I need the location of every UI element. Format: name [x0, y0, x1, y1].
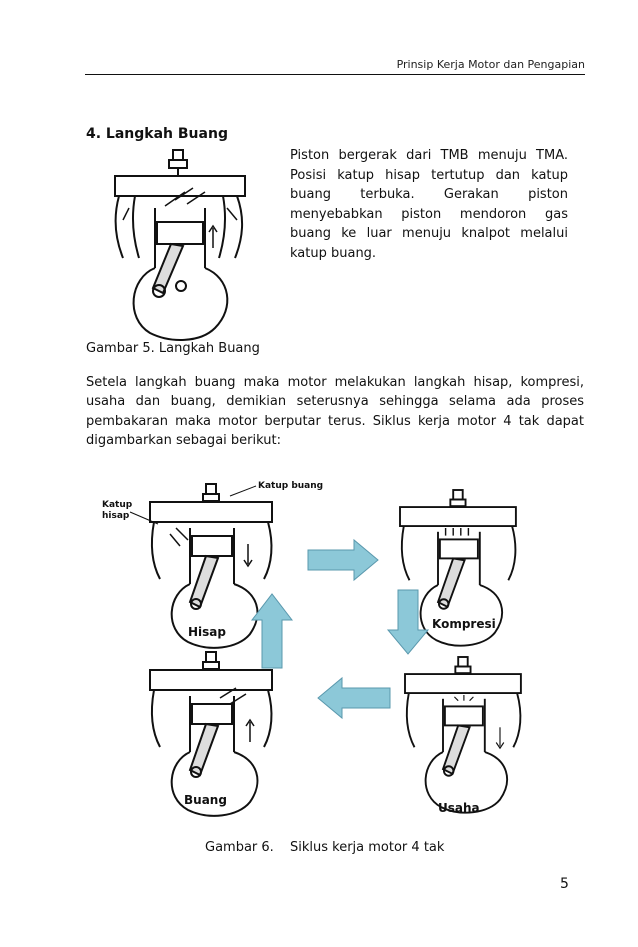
stage-label-kompresi: Kompresi	[432, 617, 496, 631]
figure-6-cycle-diagram	[100, 472, 550, 822]
label-katup-buang: Katup buang	[258, 481, 324, 491]
section-title: 4. Langkah Buang	[86, 126, 228, 142]
arrow-left	[318, 678, 390, 718]
page-number: 5	[560, 876, 569, 892]
engine-usaha	[405, 657, 521, 813]
stroke-description: Piston bergerak dari TMB menuju TMA. Posisi katup hisap tertutup dan katup buang terbuka. Gerakan piston menyebabkan piston mendoron gas buang ke luar menuju knalpot melalui katup buang.	[290, 148, 568, 261]
stage-label-hisap: Hisap	[188, 625, 226, 639]
body-paragraph: Setela langkah buang maka motor melakukan langkah hisap, kompresi, usaha dan buang, demikian seterusnya sehingga selama ada proses pembakaran maka motor berputar terus. Siklus kerja motor 4 tak dapat digambarkan sebagai berikut:	[86, 375, 584, 448]
figure-5-engine-diagram	[105, 148, 255, 343]
figure-6-caption-label: Gambar 6.	[205, 840, 274, 855]
header-rule	[85, 74, 585, 75]
engine-hisap	[150, 484, 272, 648]
figure-6-caption-text: Siklus kerja motor 4 tak	[290, 840, 445, 855]
engine-buang	[150, 652, 272, 816]
label-katup-hisap-1: Katup	[102, 500, 133, 510]
arrow-up	[252, 594, 292, 668]
label-katup-hisap-2: hisap	[102, 511, 130, 521]
running-header: Prinsip Kerja Motor dan Pengapian	[396, 58, 585, 71]
stage-label-buang: Buang	[184, 793, 227, 807]
arrow-right	[308, 540, 378, 580]
figure-5-caption: Gambar 5. Langkah Buang	[86, 341, 260, 356]
stage-label-usaha: Usaha	[438, 801, 480, 815]
